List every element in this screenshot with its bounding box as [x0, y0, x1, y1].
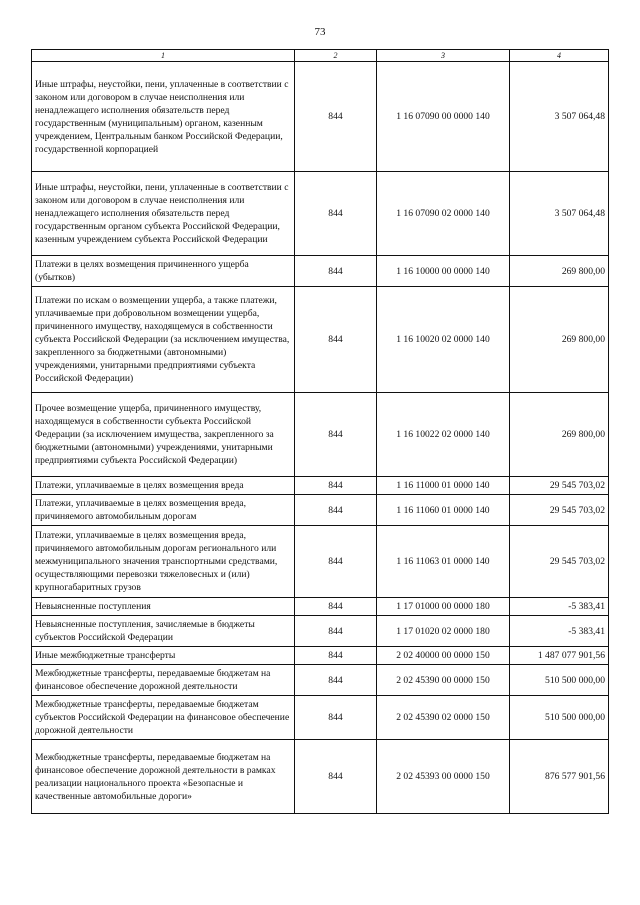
- row-name: Иные штрафы, неустойки, пени, уплаченные в соответствии с законом или договором в случае неисполнения или ненадлежащего исполнения обязательств перед государственным (муниципальным) органом, казенным учреждением, Центральным банком Российской Федерации, государственной корпорацией: [32, 62, 295, 172]
- row-admin-code: 844: [295, 495, 377, 526]
- table-row: [32, 526, 609, 598]
- table-row: [32, 495, 609, 526]
- row-amount: -5 383,41: [510, 616, 609, 647]
- column-header-3: 3: [377, 50, 510, 62]
- row-name: Невыясненные поступления, зачисляемые в бюджеты субъектов Российской Федерации: [32, 616, 295, 647]
- column-header-4: 4: [510, 50, 609, 62]
- row-amount: 29 545 703,02: [510, 526, 609, 598]
- table-row: [32, 598, 609, 616]
- row-admin-code: 844: [295, 665, 377, 696]
- row-budget-code: 1 16 11060 01 0000 140: [377, 495, 510, 526]
- table-row: [32, 287, 609, 393]
- table-row: [32, 256, 609, 287]
- row-name: Платежи, уплачиваемые в целях возмещения вреда, причиняемого автомобильным дорогам: [32, 495, 295, 526]
- row-budget-code: 1 17 01000 00 0000 180: [377, 598, 510, 616]
- row-name: Платежи, уплачиваемые в целях возмещения вреда, причиняемого автомобильным дорогам регионального или межмуниципального значения транспортными средствами, осуществляющими перевозки тяжеловесных и (или) крупногабаритных грузов: [32, 526, 295, 598]
- row-name: Иные штрафы, неустойки, пени, уплаченные в соответствии с законом или договором в случае неисполнения или ненадлежащего исполнения обязательств перед государственным органом субъекта Российской Федерации, казенным учреждением субъекта Российской Федерации: [32, 172, 295, 256]
- row-amount: -5 383,41: [510, 598, 609, 616]
- row-amount: 269 800,00: [510, 256, 609, 287]
- row-admin-code: 844: [295, 740, 377, 814]
- row-budget-code: 1 16 07090 02 0000 140: [377, 172, 510, 256]
- row-amount: 29 545 703,02: [510, 495, 609, 526]
- row-admin-code: 844: [295, 477, 377, 495]
- row-amount: 3 507 064,48: [510, 62, 609, 172]
- row-amount: 510 500 000,00: [510, 665, 609, 696]
- table-row: [32, 393, 609, 477]
- row-name: Межбюджетные трансферты, передаваемые бюджетам на финансовое обеспечение дорожной деятельности: [32, 665, 295, 696]
- row-admin-code: 844: [295, 287, 377, 393]
- row-budget-code: 1 16 10020 02 0000 140: [377, 287, 510, 393]
- row-budget-code: 2 02 45393 00 0000 150: [377, 740, 510, 814]
- row-amount: 3 507 064,48: [510, 172, 609, 256]
- row-admin-code: 844: [295, 696, 377, 740]
- row-name: Межбюджетные трансферты, передаваемые бюджетам субъектов Российской Федерации на финансовое обеспечение дорожной деятельности: [32, 696, 295, 740]
- budget-revenue-table: [31, 49, 609, 814]
- row-amount: 29 545 703,02: [510, 477, 609, 495]
- row-admin-code: 844: [295, 647, 377, 665]
- row-budget-code: 1 16 10022 02 0000 140: [377, 393, 510, 477]
- row-budget-code: 2 02 40000 00 0000 150: [377, 647, 510, 665]
- table-row: [32, 62, 609, 172]
- table-row: [32, 665, 609, 696]
- row-name: Невыясненные поступления: [32, 598, 295, 616]
- table-row: [32, 172, 609, 256]
- row-name: Межбюджетные трансферты, передаваемые бюджетам на финансовое обеспечение дорожной деятельности в рамках реализации национального проекта «Безопасные и качественные автомобильные дороги»: [32, 740, 295, 814]
- row-amount: 269 800,00: [510, 287, 609, 393]
- row-amount: 876 577 901,56: [510, 740, 609, 814]
- column-header-1: 1: [32, 50, 295, 62]
- table-row: [32, 616, 609, 647]
- row-admin-code: 844: [295, 393, 377, 477]
- row-name: Платежи по искам о возмещении ущерба, а также платежи, уплачиваемые при добровольном возмещении ущерба, причиненного имуществу, находящемуся в собственности субъекта Российской Федерации (за исключением имущества, закрепленного за бюджетными (автономными) учреждениями, унитарными предприятиями субъекта Российской Федерации): [32, 287, 295, 393]
- row-admin-code: 844: [295, 598, 377, 616]
- row-amount: 1 487 077 901,56: [510, 647, 609, 665]
- row-name: Платежи в целях возмещения причиненного ущерба (убытков): [32, 256, 295, 287]
- row-budget-code: 1 16 11000 01 0000 140: [377, 477, 510, 495]
- row-amount: 269 800,00: [510, 393, 609, 477]
- row-amount: 510 500 000,00: [510, 696, 609, 740]
- row-admin-code: 844: [295, 616, 377, 647]
- row-budget-code: 2 02 45390 00 0000 150: [377, 665, 510, 696]
- table-row: [32, 740, 609, 814]
- row-admin-code: 844: [295, 256, 377, 287]
- table-header-row: [32, 50, 609, 62]
- row-name: Иные межбюджетные трансферты: [32, 647, 295, 665]
- row-admin-code: 844: [295, 526, 377, 598]
- row-budget-code: 1 16 11063 01 0000 140: [377, 526, 510, 598]
- table-row: [32, 696, 609, 740]
- column-header-2: 2: [295, 50, 377, 62]
- table-row: [32, 647, 609, 665]
- table-row: [32, 477, 609, 495]
- row-admin-code: 844: [295, 172, 377, 256]
- row-budget-code: 2 02 45390 02 0000 150: [377, 696, 510, 740]
- row-budget-code: 1 16 10000 00 0000 140: [377, 256, 510, 287]
- row-name: Прочее возмещение ущерба, причиненного имуществу, находящемуся в собственности субъекта Российской Федерации (за исключением имущества, закрепленного за бюджетными (автономными) учреждениями, унитарными предприятиями субъекта Российской Федерации): [32, 393, 295, 477]
- row-budget-code: 1 16 07090 00 0000 140: [377, 62, 510, 172]
- row-admin-code: 844: [295, 62, 377, 172]
- row-budget-code: 1 17 01020 02 0000 180: [377, 616, 510, 647]
- page-number: 73: [314, 26, 326, 38]
- row-name: Платежи, уплачиваемые в целях возмещения вреда: [32, 477, 295, 495]
